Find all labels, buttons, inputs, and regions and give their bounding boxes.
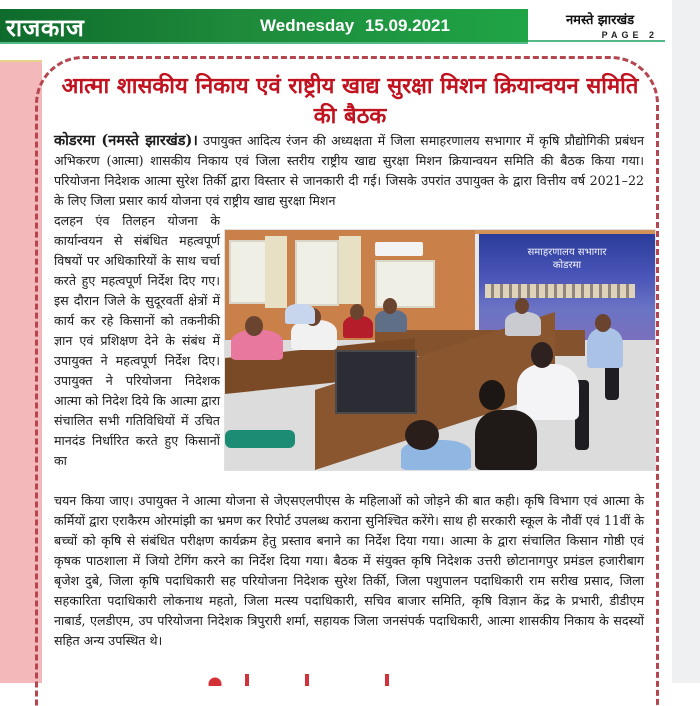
- next-article-headline-partial: [205, 674, 455, 686]
- intro-text: उपायुक्त आदित्य रंजन की अध्यक्षता में जिला समाहरणालय सभागार में कृषि प्रौद्योगिकी प्रबंधन अभिकरण (आत्मा) शासकीय निकाय एवं जिला स्तरीय राष्ट्रीय खाद्य सुरक्षा मिशन क्रियान्वयन समिति की बैठक किया गया। परियोजना निदेशक आत्मा सुरेश तिर्की द्वारा विस्तार से जानकारी दी गई। जिसके उपरांत उपायुक्त के द्वारा वित्तीय वर्ष 2021–22 के लिए जिला प्रसार कार्य योजना एवं राष्ट्रीय खाद्य सुरक्षा मिशन: [54, 133, 644, 208]
- dateline: कोडरमा (नमस्ते झारखंड)।: [54, 132, 198, 149]
- photo-person-head: [515, 298, 529, 314]
- banner-text: समाहरणालय सभागार कोडरमा: [527, 247, 607, 271]
- issue-date: Wednesday 15.09.2021: [260, 16, 450, 35]
- photo-person-head: [595, 314, 611, 332]
- meeting-photo: [224, 229, 656, 471]
- page-number: PAGE 2: [601, 30, 658, 40]
- photo-person-head: [383, 298, 397, 314]
- photo-window: [229, 240, 267, 304]
- section-name: राजकाज: [6, 14, 85, 42]
- photo-person-head: [405, 420, 439, 450]
- masthead: [538, 9, 662, 40]
- photo-person-head: [245, 316, 263, 336]
- photo-person: [285, 304, 315, 324]
- photo-curtain: [265, 236, 287, 308]
- photo-window: [295, 240, 339, 306]
- photo-monitor: [335, 350, 417, 414]
- photo-air-conditioner: [375, 242, 423, 256]
- article-headline: आत्मा शासकीय निकाय एवं राष्ट्रीय खाद्य सुरक्षा मिशन क्रियान्वयन समिति की बैठक: [61, 74, 639, 129]
- photo-hall-banner: [475, 234, 655, 342]
- photo-person: [475, 410, 537, 470]
- newspaper-name: नमस्ते झारखंड: [565, 13, 635, 28]
- article-paragraph-intro: [54, 131, 644, 211]
- page-header: [0, 9, 672, 43]
- photo-person-head: [531, 342, 553, 368]
- header-rule: [528, 40, 665, 42]
- photo-chair: [225, 430, 295, 448]
- photo-person: [587, 328, 623, 368]
- photo-person-head: [350, 304, 364, 320]
- photo-person-head: [479, 380, 505, 410]
- photo-curtain: [339, 236, 361, 304]
- photo-bridge: [485, 284, 635, 298]
- article-paragraph-column: दलहन एंव तिलहन योजना के कार्यान्वयन से संबंधित महत्वपूर्ण विषयों पर अधिकारियों के साथ चर्चा करते हुए महत्वपूर्ण निर्देश दिए गए। इस दौरान जिले के सुदूरवर्ती क्षेत्रों में कार्य कर रहे किसानों को तकनीकी ज्ञान एवं प्रशिक्षण देने के संबंध में उपायुक्त ने महत्वपूर्ण निर्देश दिए। उपायुक्त ने परियोजना निदेशक आत्मा को निदेश दिये कि आत्मा द्वारा संचालित सभी गतिविधियों में उचित मानदंड निर्धारित करते हुए किसानों का: [54, 213, 220, 468]
- article-paragraph-closing: चयन किया जाए। उपायुक्त ने आत्मा योजना से जेएसएलपीएस के महिलाओं को जोड़ने की बात कही। कृषि विभाग एवं आत्मा के कर्मियों द्वारा एराकैरम ओरमांझी का भ्रमण कर रिपोर्ट उपलब्ध कराना सुनिश्चित करेंगे। साथ ही सरकारी स्कूल के नौवीं एवं 11वीं के बच्चों को कृषि से संबंधित परीक्षण कार्यक्रम हेतु प्रस्ताव बनाने का निर्देश दिया गया। आत्मा के द्वारा संचालित किसान गोष्ठी एवं कृषक पाठशाला में जियो टेगिंग करने का निर्देश दिया गया। बैठक में संयुक्त कृषि निदेशक उत्तरी छोटानागपुर प्रमंडल हजारीबाग बृजेश दुबे, जिला कृषि पदाधिकारी सह परियोजना निदेशक सुरेश तिर्की, जिला पशुपालन पदाधिकारी राम सरीख प्रसाद, जिला सहकारिता पदाधिकारी लोकनाथ महतो, जिला मत्स्य पदाधिकारी, सचिव बाजार समिति, कृषि विज्ञान केंद्र के प्रभारी, डीडीएम नाबार्ड, एलडीएम, उप परियोजना निदेशक त्रिपुरारी शर्मा, सहायक जिला जनसंपर्क पदाधिकारी, आत्मा शासकीय निकाय के सदस्यों सहित अन्य उपस्थित थे।: [54, 493, 644, 648]
- section-banner: [0, 9, 528, 44]
- photo-person: [505, 312, 541, 336]
- page-gutter: [672, 0, 700, 683]
- photo-person: [517, 364, 579, 420]
